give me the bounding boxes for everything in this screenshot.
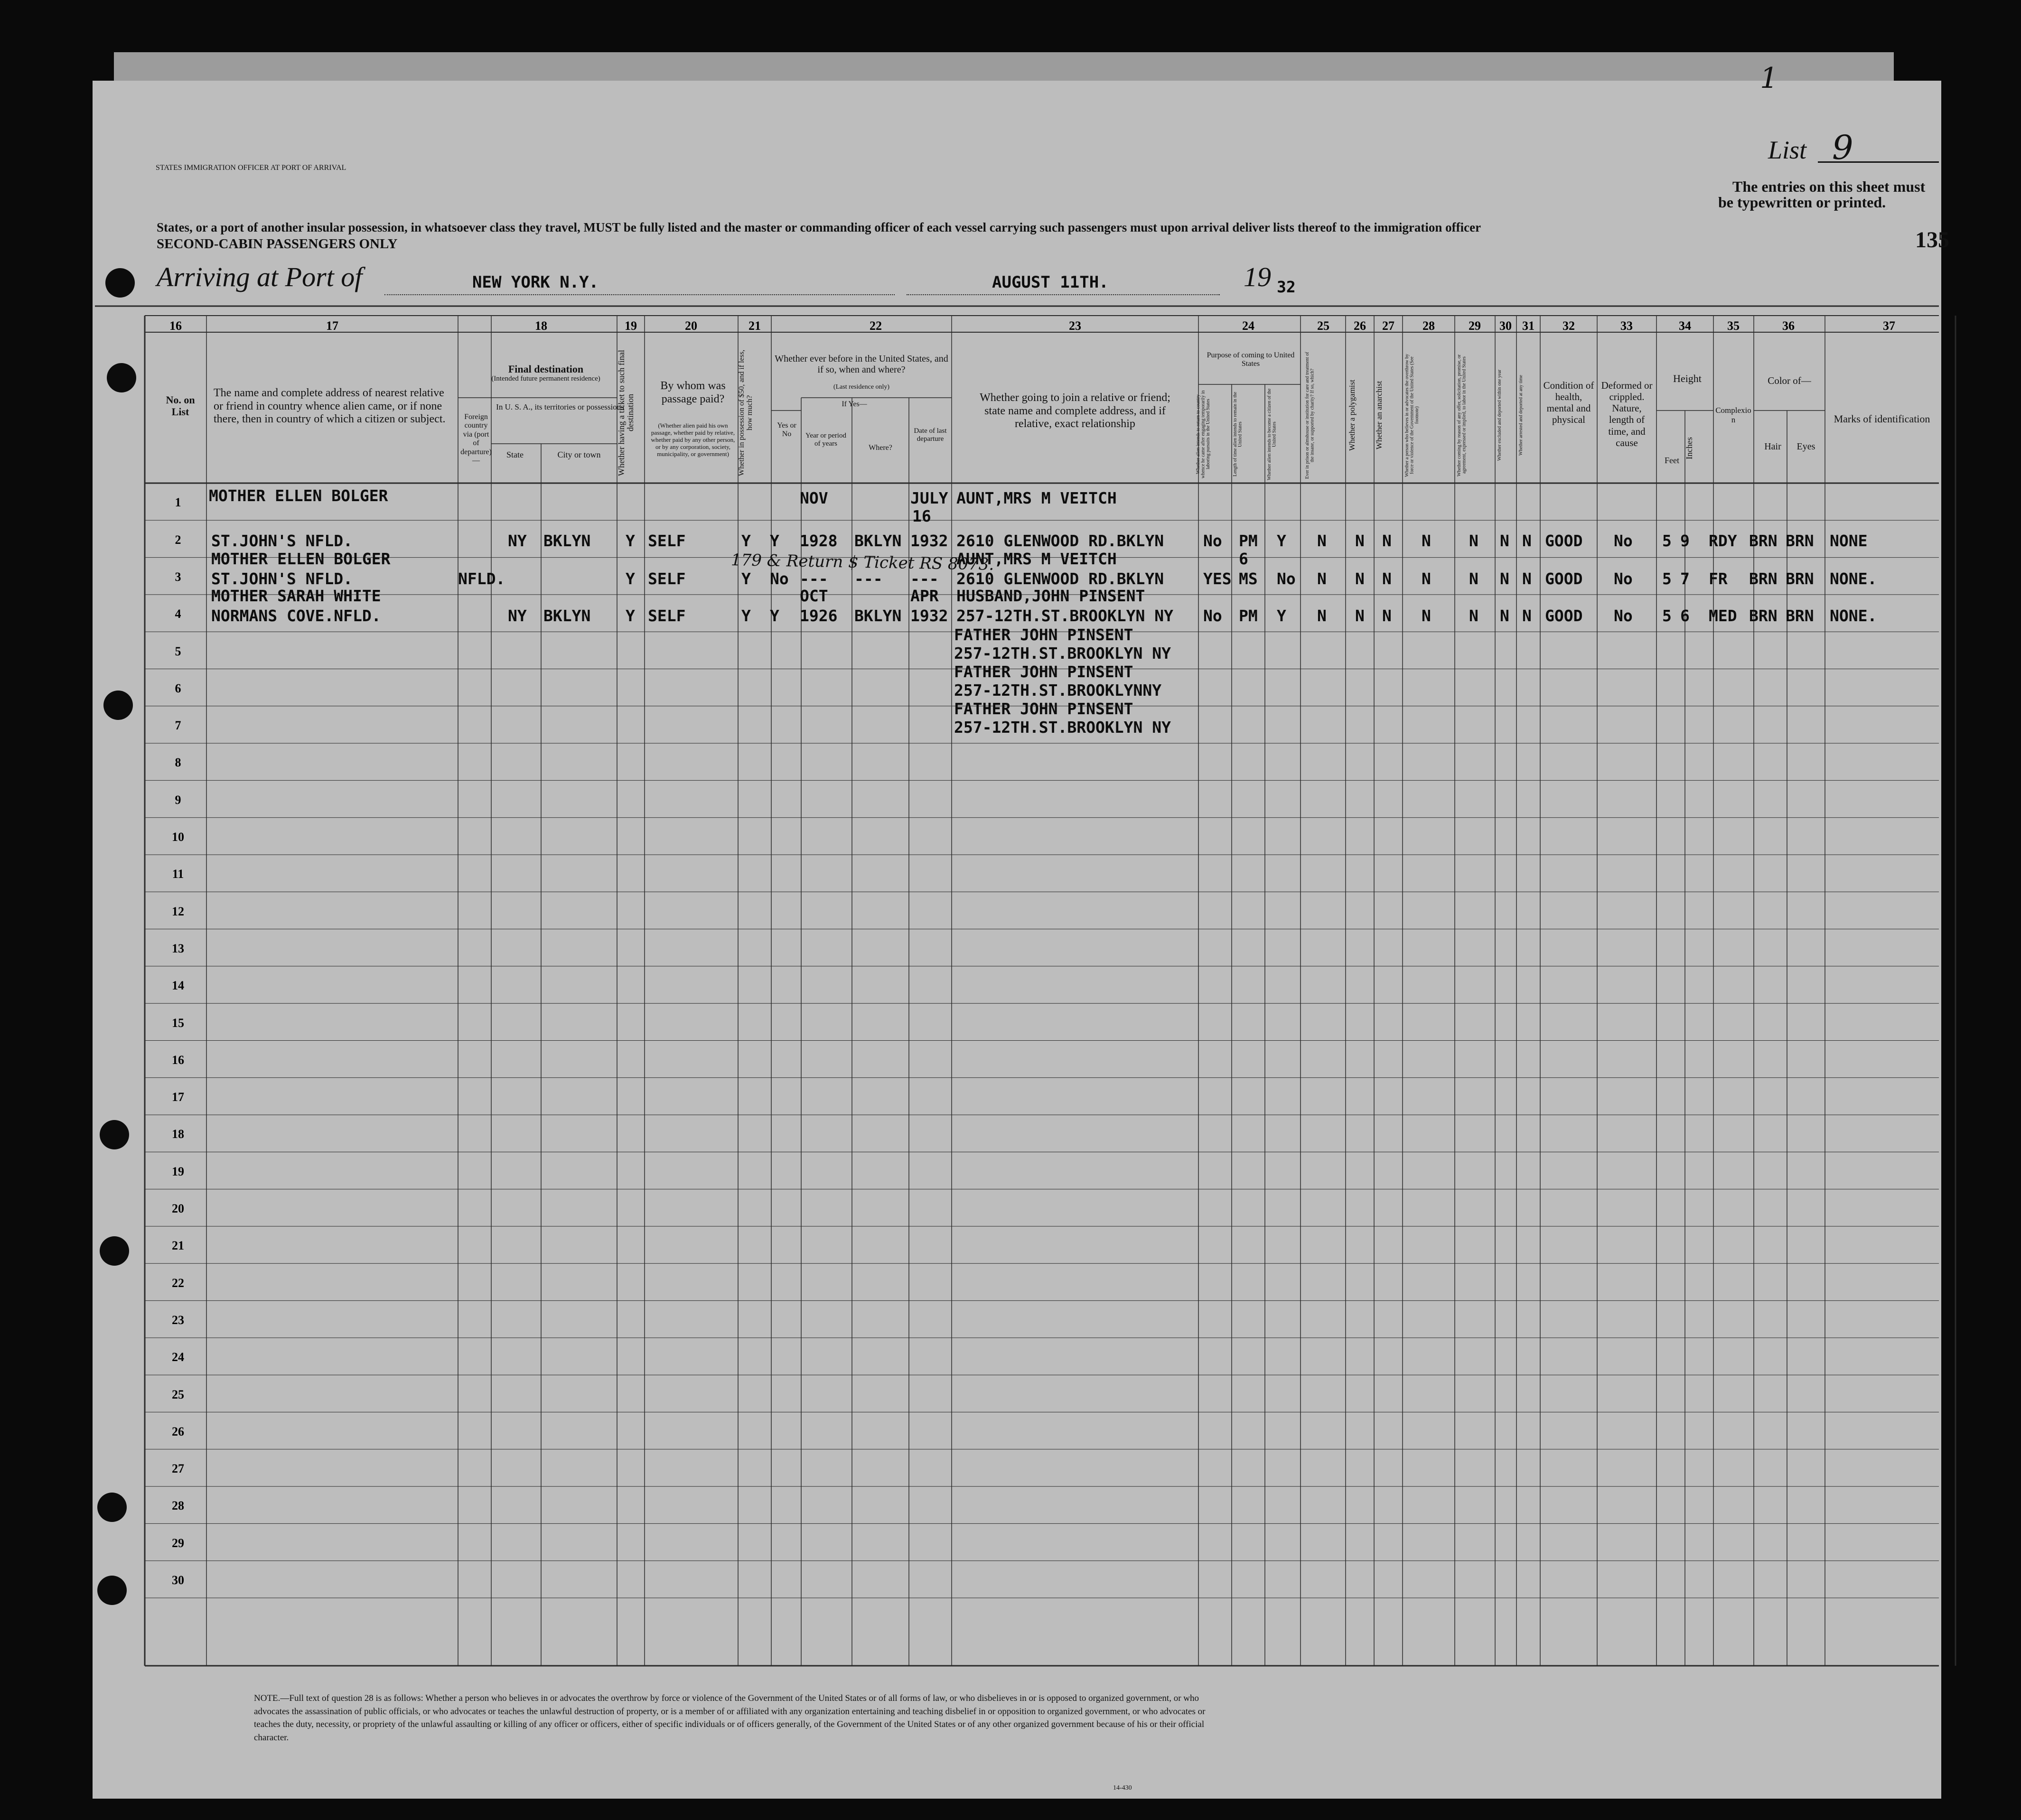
purpose-return: No [1203, 532, 1222, 550]
complexion-value: MED [1709, 607, 1737, 625]
purpose-citizen: Y [1277, 532, 1286, 550]
joining-relative: FATHER JOHN PINSENT [954, 700, 1133, 718]
page-mark: 1 [1760, 62, 1778, 95]
date-value: AUGUST 11TH. [992, 273, 1109, 292]
purpose-citizen: No [1277, 569, 1296, 588]
row-number: 19 [172, 1164, 184, 1178]
arriving-label: Arriving at Port of [157, 261, 363, 292]
row-number: 18 [172, 1127, 184, 1141]
port-line [384, 294, 895, 295]
relative-name: MOTHER ELLEN BOLGER [209, 486, 388, 505]
year-top: OCT [800, 587, 828, 605]
departure-top: JULY [910, 489, 948, 507]
row-number: 7 [175, 719, 181, 733]
column-number: 35 [1727, 319, 1740, 333]
header-year-period: Year or period of years [805, 432, 846, 448]
row-number: 13 [172, 941, 184, 955]
fifty-dollars: Y [741, 569, 751, 588]
row-number: 14 [172, 979, 184, 993]
column-number: 32 [1563, 319, 1575, 333]
purpose-length: PM [1239, 607, 1258, 625]
prison-value: N [1317, 607, 1327, 625]
deformed-value: No [1614, 569, 1633, 588]
header-if-yes: If Yes— [842, 400, 867, 408]
date-line [907, 294, 1220, 295]
anarchist-value: N [1382, 569, 1392, 588]
q30-value: N [1500, 607, 1509, 625]
row-number: 29 [172, 1536, 184, 1550]
departure-top: APR [910, 587, 939, 605]
header-joining: Whether going to join a relative or friend; state name and complete address, and if relative, exact relationship [980, 392, 1170, 430]
row-number: 17 [172, 1090, 184, 1104]
header-passage-paid: By whom was passage paid? [660, 380, 726, 405]
row-number: 30 [172, 1573, 184, 1587]
previous-where: --- [854, 569, 883, 588]
joining-address: 2610 GLENWOOD RD.BKLYN [956, 532, 1164, 550]
column-number: 25 [1317, 319, 1329, 333]
relative-address: ST.JOHN'S NFLD. [211, 569, 353, 588]
eye-color: BRN [1786, 532, 1814, 550]
header-purpose-2: Length of time alien intends to remain in the United States [1233, 392, 1243, 477]
before-in-us: Y [770, 607, 779, 625]
passage-paid: SELF [648, 532, 686, 550]
anarchist-value: N [1382, 607, 1392, 625]
header-q30: Whether excluded and deported within one year [1497, 369, 1502, 461]
row-number: 27 [172, 1462, 184, 1476]
list-label: List [1768, 136, 1807, 164]
row-number: 11 [172, 867, 184, 881]
health-condition: GOOD [1545, 532, 1583, 550]
column-number: 28 [1422, 319, 1435, 333]
column-number: 29 [1469, 319, 1481, 333]
column-number: 21 [749, 319, 761, 333]
previous-where: BKLYN [854, 607, 902, 625]
header-purpose: Purpose of coming to United States [1207, 351, 1295, 368]
joining-address: 257-12TH.ST.BROOKLYN NY [954, 644, 1171, 663]
height-feet: 5 [1662, 569, 1672, 588]
header-before-in-us-sub: (Last residence only) [833, 383, 890, 391]
q28-value: N [1422, 532, 1431, 550]
header-inches: Inches [1684, 437, 1694, 460]
header-passage-paid-sub: (Whether alien paid his own passage, whether paid by relative, whether paid by any other person, or by any corporation, society, municipality, or government) [651, 422, 735, 457]
header-color-of: Color of— [1768, 375, 1811, 386]
row-number: 10 [172, 830, 184, 844]
header-marks: Marks of identification [1834, 413, 1930, 425]
header-feet: Feet [1665, 456, 1679, 465]
hair-color: BRN [1749, 569, 1778, 588]
header-purpose-1: Whether alien intends to return to country whence he came after engaging temporarily in laboring pursuits in the United States [1196, 390, 1211, 478]
eye-color: BRN [1786, 607, 1814, 625]
page-title: STATES IMMIGRATION OFFICER AT PORT OF ARRIVAL [156, 164, 346, 172]
purpose-length: MS [1239, 569, 1258, 588]
header-relative-address: The name and complete address of nearest relative or friend in country whence alien came, or if none there, then in country of which a citizen or subject. [214, 387, 446, 426]
column-number: 26 [1354, 319, 1366, 333]
purpose-length-top: 6 [1239, 550, 1248, 568]
row-number: 26 [172, 1424, 184, 1438]
height-inches: 6 [1680, 607, 1690, 625]
hair-color: BRN [1749, 532, 1778, 550]
year-period: 1928 [800, 532, 838, 550]
column-number: 30 [1499, 319, 1512, 333]
ticket-value: Y [626, 607, 635, 625]
column-number: 24 [1242, 319, 1254, 333]
hair-color: BRN [1749, 607, 1778, 625]
header-complexion: Complexion [1715, 406, 1751, 424]
joining-relative: AUNT,MRS M VEITCH [956, 489, 1117, 507]
destination-state: NY [508, 607, 527, 625]
header-deformed: Deformed or crippled. Nature, length of time, and cause [1601, 380, 1653, 448]
q29-value: N [1469, 532, 1478, 550]
row-number: 22 [172, 1276, 184, 1290]
year-suffix: 32 [1277, 278, 1296, 296]
header-city: City or town [557, 450, 601, 459]
eye-color: BRN [1786, 569, 1814, 588]
polygamist-value: N [1355, 569, 1365, 588]
row-number: 28 [172, 1499, 184, 1513]
row-number: 20 [172, 1202, 184, 1215]
row-number: 3 [175, 569, 181, 584]
header-purpose-3: Whether alien intends to become a citizen of the United States [1267, 388, 1277, 480]
anarchist-value: N [1382, 532, 1392, 550]
typewritten-note-2: be typewritten or printed. [1718, 194, 1886, 211]
header-date-last-departure: Date of last departure [914, 427, 947, 443]
header-eyes: Eyes [1796, 441, 1815, 452]
page-number: 135 [1915, 227, 1949, 252]
destination-city: BKLYN [543, 532, 591, 550]
header-in-usa: In U. S. A., its territories or possessions [496, 402, 624, 411]
column-number: 27 [1382, 319, 1394, 333]
header-final-destination-sub: (Intended future permanent residence) [491, 375, 600, 383]
instruction-text: States, or a port of another insular possession, in whatsoever class they travel, MUST be fully listed and the master or commanding officer of each vessel carrying such passengers must upon arrival deliver lists thereof to the immigration officer [157, 220, 1481, 234]
joining-address: 257-12TH.ST.BROOKLYN NY [954, 718, 1171, 737]
row-number: 5 [175, 644, 181, 658]
joining-relative: FATHER JOHN PINSENT [954, 625, 1133, 644]
header-q28: Whether a person who believes in or advocates the overthrow by force or violence of the Government of the United States (See footnote) [1404, 354, 1420, 477]
header-fifty-dollars: Whether in possession of $50, and if less, how much? [738, 349, 754, 476]
form-number: 14-430 [1113, 1784, 1132, 1792]
header-hair: Hair [1764, 441, 1781, 452]
foreign-country: NFLD. [458, 569, 505, 588]
fifty-dollars: Y [741, 607, 751, 625]
row-number: 24 [172, 1350, 184, 1364]
section-label: SECOND-CABIN PASSENGERS ONLY [157, 236, 398, 252]
departure-day: 16 [912, 507, 931, 525]
header-q31: Whether arrested and deported at any time [1518, 375, 1524, 456]
column-number: 17 [326, 319, 338, 333]
header-final-destination: Final destination [508, 363, 584, 375]
column-number: 22 [870, 319, 882, 333]
q30-value: N [1500, 569, 1509, 588]
identification-marks: NONE [1830, 532, 1868, 550]
before-in-us: No [770, 569, 789, 588]
header-before-in-us: Whether ever before in the United States, and if so, when and where? [775, 354, 948, 375]
deformed-value: No [1614, 607, 1633, 625]
year-prefix: 19 [1244, 261, 1271, 292]
row-number: 21 [172, 1239, 184, 1253]
column-number: 23 [1069, 319, 1081, 333]
passage-paid: SELF [648, 569, 686, 588]
header-foreign-country: Foreign country via (port of departure)— [460, 413, 492, 465]
joining-relative: FATHER JOHN PINSENT [954, 663, 1133, 681]
row-number: 6 [175, 681, 181, 695]
joining-relative: AUNT,MRS M VEITCH [956, 550, 1117, 568]
deformed-value: No [1614, 532, 1633, 550]
row-number: 8 [175, 756, 181, 770]
row-number: 4 [175, 607, 181, 621]
relative-address: NORMANS COVE.NFLD. [211, 607, 381, 625]
row-number: 15 [172, 1016, 184, 1030]
relative-address: ST.JOHN'S NFLD. [211, 532, 353, 550]
column-number: 34 [1679, 319, 1691, 333]
polygamist-value: N [1355, 532, 1365, 550]
destination-city: BKLYN [543, 607, 591, 625]
q31-value: N [1522, 607, 1532, 625]
column-number: 16 [169, 319, 182, 333]
identification-marks: NONE. [1830, 569, 1877, 588]
purpose-citizen: Y [1277, 607, 1286, 625]
q29-value: N [1469, 569, 1478, 588]
row-number: 1 [175, 495, 181, 510]
before-in-us: Y [770, 532, 779, 550]
header-q29: Whether coming by reason of any offer, solicitation, promise, or agreement, expressed or implied, to labor in the United States [1457, 354, 1467, 476]
row-number: 16 [172, 1053, 184, 1067]
ticket-value: Y [626, 532, 635, 550]
purpose-return: YES [1203, 569, 1232, 588]
row-number: 2 [175, 532, 181, 547]
column-number: 20 [685, 319, 697, 333]
year-period: 1926 [800, 607, 838, 625]
list-number: 9 [1832, 128, 1853, 167]
column-number: 18 [535, 319, 547, 333]
joining-address: 2610 GLENWOOD RD.BKLYN [956, 569, 1164, 588]
header-where: Where? [869, 444, 892, 452]
identification-marks: NONE. [1830, 607, 1877, 625]
header-condition: Condition of health, mental and physical [1543, 380, 1594, 426]
previous-where: BKLYN [854, 532, 902, 550]
health-condition: GOOD [1545, 569, 1583, 588]
q31-value: N [1522, 532, 1532, 550]
row-number: 9 [175, 793, 181, 807]
column-number: 31 [1522, 319, 1534, 333]
joining-address: 257-12TH.ST.BROOKLYNNY [954, 681, 1162, 700]
joining-address: 257-12TH.ST.BROOKLYN NY [956, 607, 1173, 625]
prison-value: N [1317, 569, 1327, 588]
health-condition: GOOD [1545, 607, 1583, 625]
q29-value: N [1469, 607, 1478, 625]
complexion-value: RDY [1709, 532, 1737, 550]
departure-date: --- [910, 569, 939, 588]
departure-date: 1932 [910, 532, 948, 550]
ticket-value: Y [626, 569, 635, 588]
column-number: 19 [625, 319, 637, 333]
purpose-length: PM [1239, 532, 1258, 550]
year-period: --- [800, 569, 828, 588]
q28-value: N [1422, 607, 1431, 625]
polygamist-value: N [1355, 607, 1365, 625]
departure-date: 1932 [910, 607, 948, 625]
q30-value: N [1500, 532, 1509, 550]
row-number: 25 [172, 1387, 184, 1401]
purpose-return: No [1203, 607, 1222, 625]
header-ticket: Whether having a ticket to such final destination [617, 350, 635, 476]
footnote: NOTE.—Full text of question 28 is as follows: Whether a person who believes in or advocates the overthrow by force or violence of the Government of the United States or of all forms of law, or who disbelieves in or is opposed to organized government, or who advocates the assassination of public officials, or who advocates or teaches the unlawful destruction of property, or is a member of or affiliated with any organization entertaining and teaching disbelief in or opposition to organized government, or who advocates or teaches the duty, necessity, or propriety of the unlawful assaulting or killing of any officer or officers, either of specific individuals or of officers generally, of the Government of the United States or of any other organized government because of his or their official character. [254, 1693, 1206, 1743]
destination-state: NY [508, 532, 527, 550]
header-anarchist: Whether an anarchist [1375, 381, 1384, 450]
complexion-value: FR [1709, 569, 1728, 588]
port-value: NEW YORK N.Y. [472, 273, 599, 292]
fifty-dollars: Y [741, 532, 751, 550]
handwritten-annotation: 179 & Return $ Ticket RS 8073. [730, 551, 994, 574]
row-number: 12 [172, 904, 184, 918]
passage-paid: SELF [648, 607, 686, 625]
height-inches: 7 [1680, 569, 1690, 588]
column-number: 36 [1782, 319, 1795, 333]
q28-value: N [1422, 569, 1431, 588]
row-number: 23 [172, 1313, 184, 1327]
header-state: State [506, 450, 524, 459]
height-inches: 9 [1680, 532, 1690, 550]
year-top: NOV [800, 489, 828, 507]
joining-relative: HUSBAND,JOHN PINSENT [956, 587, 1145, 605]
q31-value: N [1522, 569, 1532, 588]
header-yes-or-no: Yes or No [777, 421, 796, 439]
relative-name: MOTHER SARAH WHITE [211, 587, 381, 605]
column-number: 33 [1620, 319, 1633, 333]
height-feet: 5 [1662, 607, 1672, 625]
list-underline [1818, 161, 1939, 163]
prison-value: N [1317, 532, 1327, 550]
height-feet: 5 [1662, 532, 1672, 550]
typewritten-note-1: The entries on this sheet must [1732, 178, 1926, 195]
header-polygamist: Whether a polygamist [1347, 379, 1357, 451]
column-number: 37 [1883, 319, 1895, 333]
header-prison: Ever in prison or almshouse or institution for care and treatment of the insane, or supported by charity? If so, which? [1305, 352, 1315, 479]
header-height: Height [1673, 373, 1702, 384]
relative-name: MOTHER ELLEN BOLGER [211, 550, 391, 568]
header-no-on-list: No. on List [166, 394, 195, 418]
